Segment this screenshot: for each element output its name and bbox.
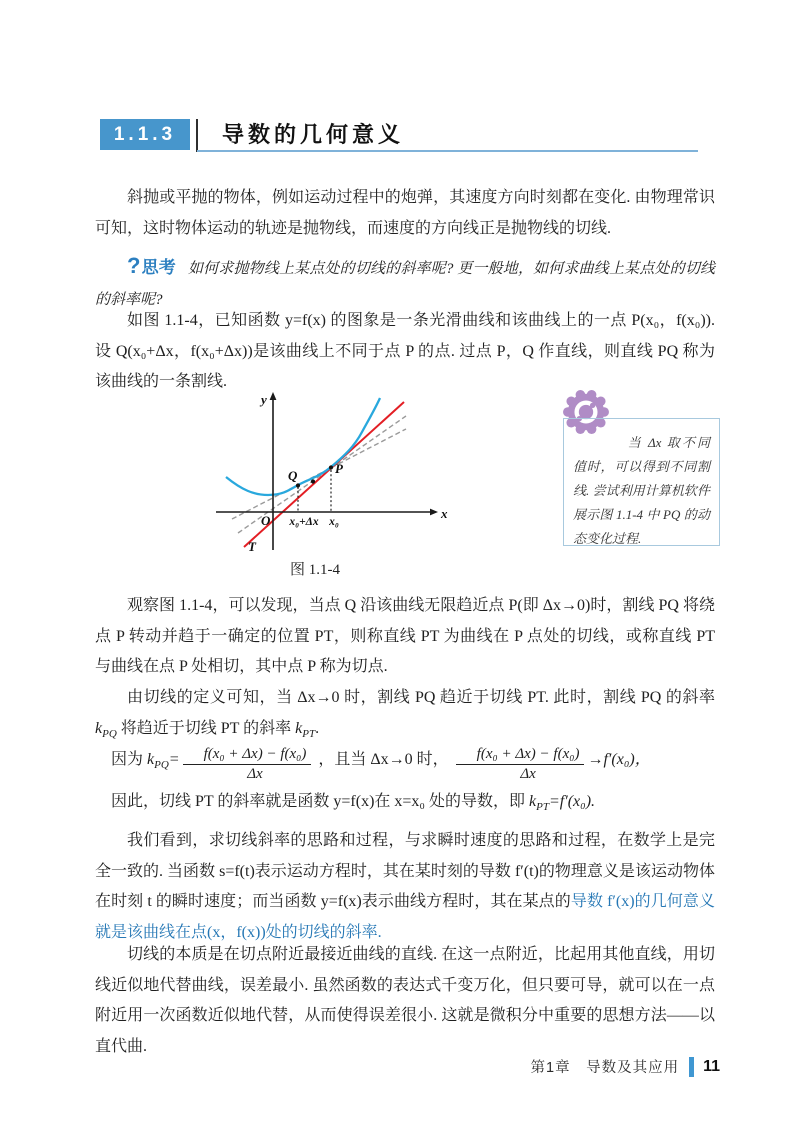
k-sub-pq: PQ (102, 727, 117, 740)
sidenote-box: 当 Δx 取不同值时，可以得到不同割线. 尝试利用计算机软件展示图 1.1-4 中 PQ 的动态变化过程. (563, 418, 720, 546)
section-header (100, 119, 404, 152)
paragraph-geometric-meaning (95, 826, 715, 948)
fraction-numerator: f(x₀ + Δx) − f(x₀) (456, 746, 585, 765)
figure-graph (204, 392, 459, 557)
page-footer (531, 1056, 721, 1077)
footer-chapter-title: 第1章 导数及其应用 (530, 1060, 680, 1076)
paragraph-intro: 斜抛或平抛的物体，例如运动过程中的炮弹，其速度方向时刻都在变化. 由物理常识可知，这时物体运动的轨迹是抛物线，而速度的方向线正是抛物线的切线. (95, 189, 715, 237)
p4-text-end: . (315, 719, 320, 737)
think-text: 如何求抛物线上某点处的切线的斜率呢? 更一般地，如何求曲线上某点处的切线的斜率呢? (95, 261, 715, 308)
conclusion-text: 因此，切线 PT 的斜率就是函数 y=f(x)在 x=x₀ 处的导数，即 (111, 793, 529, 810)
p4-text-a: 由切线的定义可知，当 Δx→0 时，割线 PQ 趋近于切线 PT. 此时，割线 PQ 的斜率 (127, 689, 715, 706)
label-x: x (441, 506, 448, 521)
label-t: T (248, 539, 256, 554)
function-curve (226, 398, 380, 495)
footer-accent-bar (689, 1057, 694, 1077)
fraction-numerator: f(x₀ + Δx) − f(x₀) (183, 746, 312, 765)
question-icon: ? (127, 253, 141, 278)
point-p-dot (329, 465, 333, 469)
formula-mid: ，且当 Δx→0 时， (314, 751, 453, 768)
k-symbol: k (95, 719, 103, 737)
footer-page-number: 11 (703, 1057, 720, 1075)
title-underline (197, 150, 698, 152)
limit-arrow: → (587, 751, 604, 768)
fraction-denominator: Δx (247, 766, 263, 782)
point-q-dot (296, 483, 300, 487)
label-origin: O (261, 513, 271, 528)
point-q2-dot (311, 479, 315, 483)
formula-lead: 因为 (111, 751, 148, 768)
equals-sign: = (168, 751, 180, 768)
page-title: 导数的几何意义 (222, 122, 405, 147)
k-symbol: k (295, 719, 303, 737)
slope-formula (95, 734, 715, 786)
k-symbol: k (147, 751, 155, 768)
k-sub-pt: PT (536, 801, 549, 814)
think-label: 思考 (141, 258, 176, 277)
tick-x0: x₀ (329, 516, 339, 528)
conclusion-derivative: =f′(x₀). (548, 793, 596, 810)
k-symbol: k (529, 793, 537, 810)
derivative-at-x0: f′(x₀)， (603, 751, 651, 768)
formula-conclusion (95, 787, 715, 818)
x-axis-arrow-icon (430, 509, 438, 516)
p4-text-b: 将趋近于切线 PT 的斜率 (116, 719, 296, 737)
y-axis-arrow-icon (270, 392, 277, 400)
difference-quotient-fraction (183, 746, 312, 783)
paragraph-tangent-essence: 切线的本质是在切点附近最接近曲线的直线. 在这一点附近，比起用其他直线，用切线近似地代替曲线，误差最小. 虽然函数的表达式千变万化，但只要可导，就可以在一点附近用一次函数近似地代替，从而使得误差很小. 这就是微积分中重要的思想方法——以直代曲. (95, 946, 715, 1055)
difference-quotient-fraction (456, 746, 585, 783)
p5-text-black: 我们看到，求切线斜率的思路和过程，与求瞬时速度的思路和过程，在数学上是完全一致的. 当函数 s=f(t)表示运动方程时，其在某时刻的导数 f′(t)的物理意义是该运动物体在时刻 t 的瞬时速度；而当函数 y=f(x)表示曲线方程时，其在某点的 (95, 832, 715, 910)
label-p: P (335, 461, 343, 476)
k-sub-pt: PT (302, 727, 316, 740)
p5-text-blue-highlight: 导数 f′(x)的几何意义就是该曲线在点(x，f(x))处的切线的斜率. (95, 893, 715, 941)
header-divider (196, 119, 198, 152)
label-y: y (261, 392, 267, 407)
section-number: 1.1.3 (100, 119, 190, 150)
figure-caption: 图 1.1-4 (290, 562, 340, 578)
paragraph-secant-setup: 如图 1.1-4，已知函数 y=f(x) 的图象是一条光滑曲线和该曲线上的一点 P(x₀，f(x₀)). 设 Q(x₀+Δx，f(x₀+Δx))是该曲线上不同于点 P 的点. 过点 P，Q 作直线，则直线 PQ 称为该曲线的一条割线. (95, 312, 715, 390)
k-sub-pq: PQ (154, 759, 169, 772)
tick-x0-dx: x₀+Δx (289, 516, 319, 528)
label-q: Q (288, 468, 298, 483)
paragraph-tangent-limit: 观察图 1.1-4，可以发现，当点 Q 沿该曲线无限趋近点 P(即 Δx→0)时，割线 PQ 将绕点 P 转动并趋于一确定的位置 PT，则称直线 PT 为曲线在 P 点处的切线，或称直线 PT 与曲线在点 P 处相切，其中点 P 称为切点. (95, 597, 715, 675)
fraction-denominator: Δx (520, 766, 536, 782)
